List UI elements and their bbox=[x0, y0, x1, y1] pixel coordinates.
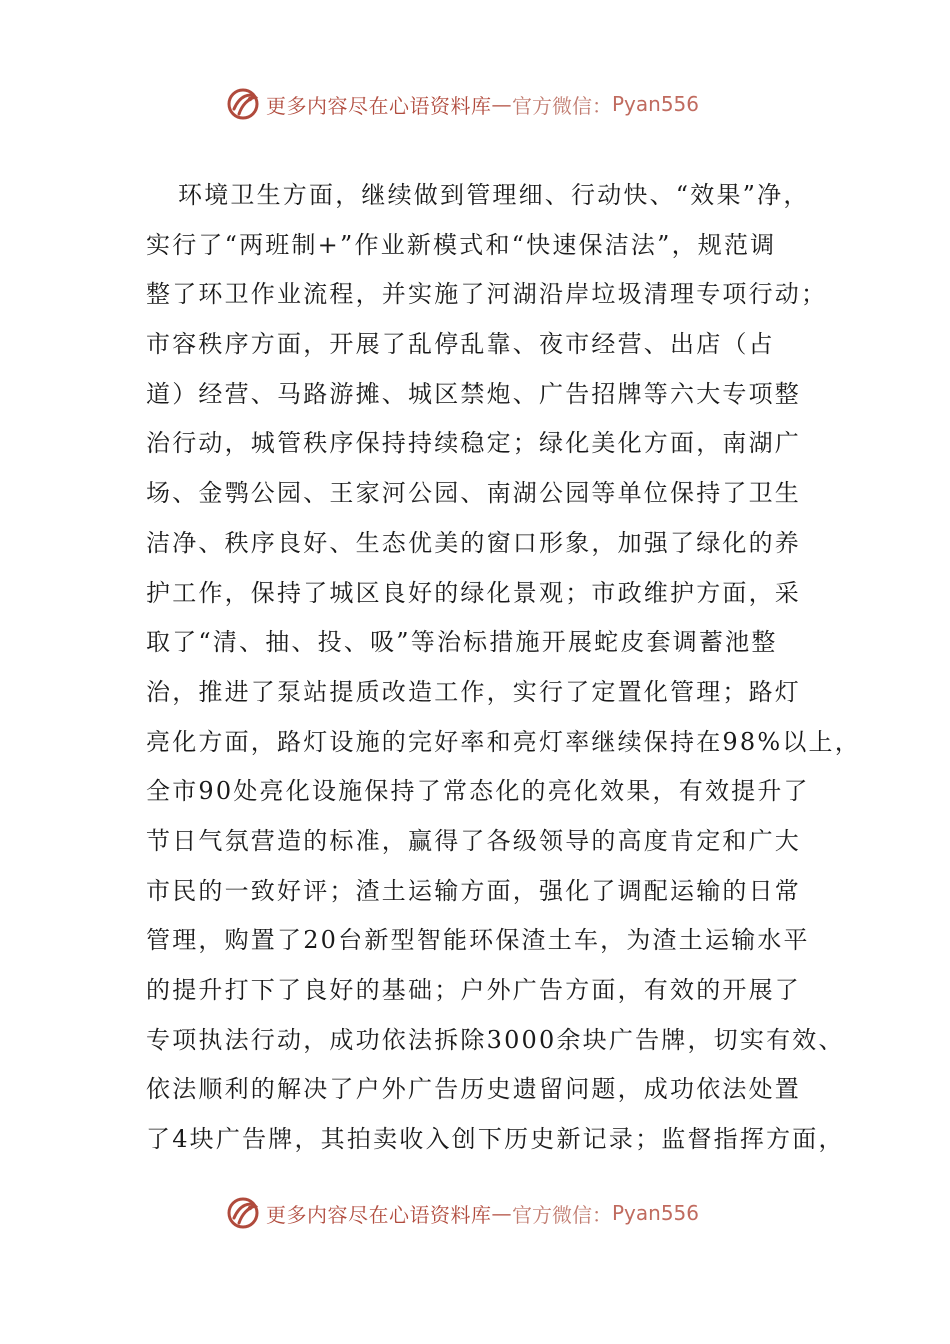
header-banner bbox=[226, 84, 746, 124]
banner-dash: — bbox=[491, 92, 512, 116]
banner-wechat-id: Pyan556 bbox=[612, 92, 700, 116]
text-line: 市民的一致好评；渣土运输方面，强化了调配运输的日常 bbox=[146, 876, 801, 905]
text-line: 护工作，保持了城区良好的绿化景观；市政维护方面，采 bbox=[146, 578, 801, 607]
text-line: 取了“清、抽、投、吸”等治标措施开展蛇皮套调蓄池整 bbox=[146, 628, 778, 657]
document-paragraph bbox=[146, 171, 861, 1165]
text-line: 全市90处亮化设施保持了常态化的亮化效果，有效提升了 bbox=[146, 777, 810, 806]
text-line: 治，推进了泵站提质改造工作，实行了定置化管理；路灯 bbox=[146, 677, 801, 706]
text-line: 洁净、秩序良好、生态优美的窗口形象，加强了绿化的养 bbox=[146, 528, 801, 557]
brand-logo-icon bbox=[226, 1196, 260, 1230]
text-line: 专项执法行动，成功依法拆除3000余块广告牌，切实有效、 bbox=[146, 1025, 845, 1054]
text-line: 实行了“两班制+”作业新模式和“快速保洁法”，规范调 bbox=[146, 230, 777, 259]
banner-site-text: 更多内容尽在心语资料库 bbox=[266, 1202, 492, 1227]
text-line: 整了环卫作业流程，并实施了河湖沿岸垃圾清理专项行动； bbox=[146, 280, 828, 309]
text-line: 管理，购置了20台新型智能环保渣土车，为渣土运输水平 bbox=[146, 926, 810, 955]
text-line: 市容秩序方面，开展了乱停乱靠、夜市经营、出店（占 bbox=[146, 330, 775, 359]
footer-banner bbox=[226, 1193, 746, 1233]
text-line: 道）经营、马路游摊、城区禁炮、广告招牌等六大专项整 bbox=[146, 379, 801, 408]
banner-official-label: 官方微信： bbox=[512, 93, 612, 118]
text-line: 了4块广告牌，其拍卖收入创下历史新记录；监督指挥方面， bbox=[146, 1125, 845, 1154]
text-line: 场、金鹗公园、王家河公园、南湖公园等单位保持了卫生 bbox=[146, 479, 801, 508]
banner-dash: — bbox=[491, 1201, 512, 1225]
text-line: 亮化方面，路灯设施的完好率和亮灯率继续保持在98%以上， bbox=[146, 727, 861, 756]
text-line: 治行动，城管秩序保持持续稳定；绿化美化方面，南湖广 bbox=[146, 429, 801, 458]
banner-wechat-id: Pyan556 bbox=[612, 1201, 700, 1225]
text-line: 的提升打下了良好的基础；户外广告方面，有效的开展了 bbox=[146, 976, 801, 1004]
text-line: 依法顺利的解决了户外广告历史遗留问题，成功依法处置 bbox=[146, 1075, 801, 1104]
banner-site-text: 更多内容尽在心语资料库 bbox=[266, 93, 492, 118]
text-line: 环境卫生方面，继续做到管理细、行动快、“效果”净， bbox=[178, 181, 810, 209]
banner-official-label: 官方微信： bbox=[512, 1202, 612, 1227]
text-line: 节日气氛营造的标准，赢得了各级领导的高度肯定和广大 bbox=[146, 826, 801, 855]
brand-logo-icon bbox=[226, 87, 260, 121]
